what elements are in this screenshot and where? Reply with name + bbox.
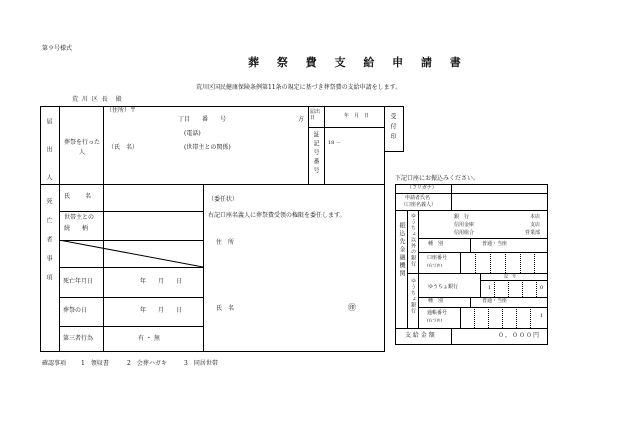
delegation-address-label: 住 所 [216, 239, 235, 246]
deceased-name-label: 氏 名 [64, 193, 93, 200]
account-number-label: 口座番号 [427, 255, 448, 261]
household-relation-label-2: 続 柄 [64, 225, 89, 232]
confirmation-item: 3 同居世帯 [184, 360, 218, 367]
divider [460, 307, 461, 328]
divider [451, 328, 452, 345]
submission-date-label: 届出日 [310, 109, 321, 121]
kigo-first-digit: 1 [488, 285, 492, 291]
passbook-last-digit: 1 [540, 313, 544, 319]
amount-value: ０，０００円 [498, 332, 541, 339]
passbook-digits-note: (右づめ) [427, 318, 443, 323]
divider [395, 193, 548, 194]
digit-sep [508, 280, 509, 297]
intro-text: 荒川区国民健康保険条例第11条の規定に基づき葬祭費の支給申請をします。 [196, 84, 402, 91]
confirmation-item: 2 会葬ハガキ [127, 360, 167, 367]
cert-number-label: 証記号番号 [312, 131, 319, 176]
digit-sep [505, 252, 506, 273]
divider [308, 127, 385, 128]
account-type-label: 種 別 [428, 241, 444, 247]
death-date-label: 死亡年月日 [63, 278, 94, 285]
cert-prefix: 18 － [328, 140, 341, 146]
blank-cell-diagonal [59, 240, 203, 267]
funeral-date-label: 葬祭の日 [63, 307, 88, 314]
phone-label: (電話) [184, 130, 201, 137]
divider [451, 184, 452, 210]
divider [59, 211, 203, 212]
yucho-type-options: 普通・当座 [482, 298, 508, 304]
third-party-label: 第三者行為 [63, 335, 94, 342]
form-title: 葬 祭 費 支 給 申 請 書 [248, 56, 468, 69]
applicant-section-label: 届出人 [45, 118, 52, 202]
divider [40, 184, 385, 185]
divider [103, 106, 104, 184]
receipt-label: 受付印 [389, 113, 396, 143]
furigana-label: （フリガナ） [407, 185, 437, 191]
relation-label: (世帯主との関係) [184, 144, 231, 151]
holder-label-1: 申請者氏名 [405, 195, 431, 201]
branch-type-branch: 支店 [530, 222, 541, 228]
submission-date-fields: 年 月 日 [344, 113, 370, 119]
applicant-role-label: 葬祭を行った人 [64, 139, 101, 156]
non-yucho-label: ゆうちょ以外の銀行 [410, 213, 416, 267]
addressee: 荒 川 区 長 殿 [72, 96, 123, 103]
divider [418, 273, 419, 328]
account-type-options: 普通・当座 [482, 241, 508, 247]
digit-sep [530, 307, 531, 328]
bank-type-bank: 銀 行 [454, 214, 470, 220]
divider [418, 210, 419, 273]
digit-sep [488, 307, 489, 328]
digit-sep [502, 307, 503, 328]
deceased-section-label: 死亡者事項 [45, 198, 52, 293]
bank-transfer-note: 下記口座にお振込みください。 [395, 175, 480, 182]
divider [59, 106, 60, 352]
digit-sep [522, 280, 523, 297]
digit-sep [536, 280, 537, 297]
divider [470, 238, 471, 252]
divider [407, 210, 408, 328]
bank-type-credit-coop: 信用組合 [454, 230, 475, 236]
form-number: 第９号様式 [42, 45, 73, 52]
digit-sep [516, 307, 517, 328]
kigo-label: 記 号 [504, 274, 517, 279]
delegation-heading: （委任状） [208, 196, 239, 203]
yucho-bank-label: ゆうちょ銀行 [428, 284, 459, 290]
divider [480, 273, 481, 297]
divider [480, 280, 548, 281]
divider [59, 267, 203, 268]
branch-type-list [525, 213, 540, 237]
household-relation-label-1: 世帯主との [64, 214, 95, 221]
bank-type-credit-union: 信用金庫 [454, 222, 475, 228]
account-digits-note: (右づめ) [427, 263, 443, 268]
divider [418, 307, 548, 308]
digit-sep [534, 252, 535, 273]
amount-label: 支 給 金 額 [405, 332, 435, 339]
divider [59, 297, 203, 298]
death-date-fields: 年 月 日 [140, 278, 183, 285]
yucho-section-label: ゆうちょ銀行 [410, 278, 416, 314]
divider [395, 328, 548, 329]
address-label: （住所）〒 [106, 107, 137, 114]
chome-label: 丁目 番 号 [178, 116, 227, 123]
kata-label: 方 [298, 116, 305, 123]
holder-label-2: （口座名義人） [401, 202, 437, 208]
delegation-text: 右記口座名義人に葬祭費受領の権限を委任します。 [208, 212, 346, 219]
divider [418, 238, 548, 239]
delegation-name-label: 氏 名 [216, 305, 235, 312]
divider [308, 106, 309, 184]
divider [59, 326, 203, 327]
divider [203, 184, 204, 352]
divider [470, 297, 471, 307]
applicant-name-label: （氏 名） [108, 144, 139, 151]
third-party-options: 有 ・ 無 [138, 335, 160, 342]
digit-sep [520, 252, 521, 273]
bank-type-list [454, 213, 474, 237]
yucho-type-label: 種 別 [428, 298, 444, 304]
confirmation-item: 1 領収書 [81, 360, 109, 367]
digit-sep [474, 307, 475, 328]
branch-type-head: 本店 [530, 214, 541, 220]
confirmation-label: 確認事項 [42, 360, 67, 367]
divider [460, 252, 461, 273]
digit-sep [490, 252, 491, 273]
funeral-date-fields: 年 月 日 [140, 307, 183, 314]
branch-type-sales: 営業部 [525, 230, 541, 236]
divider [407, 273, 548, 274]
kigo-last-digit: 0 [540, 285, 544, 291]
divider [418, 252, 548, 253]
passbook-number-label: 通帳番号 [427, 310, 448, 316]
digit-sep [494, 280, 495, 297]
seal-mark: ㊞ [348, 303, 356, 312]
digit-sep [475, 252, 476, 273]
institution-section-label: 振込先金融機関 [398, 222, 405, 278]
divider [324, 106, 325, 184]
